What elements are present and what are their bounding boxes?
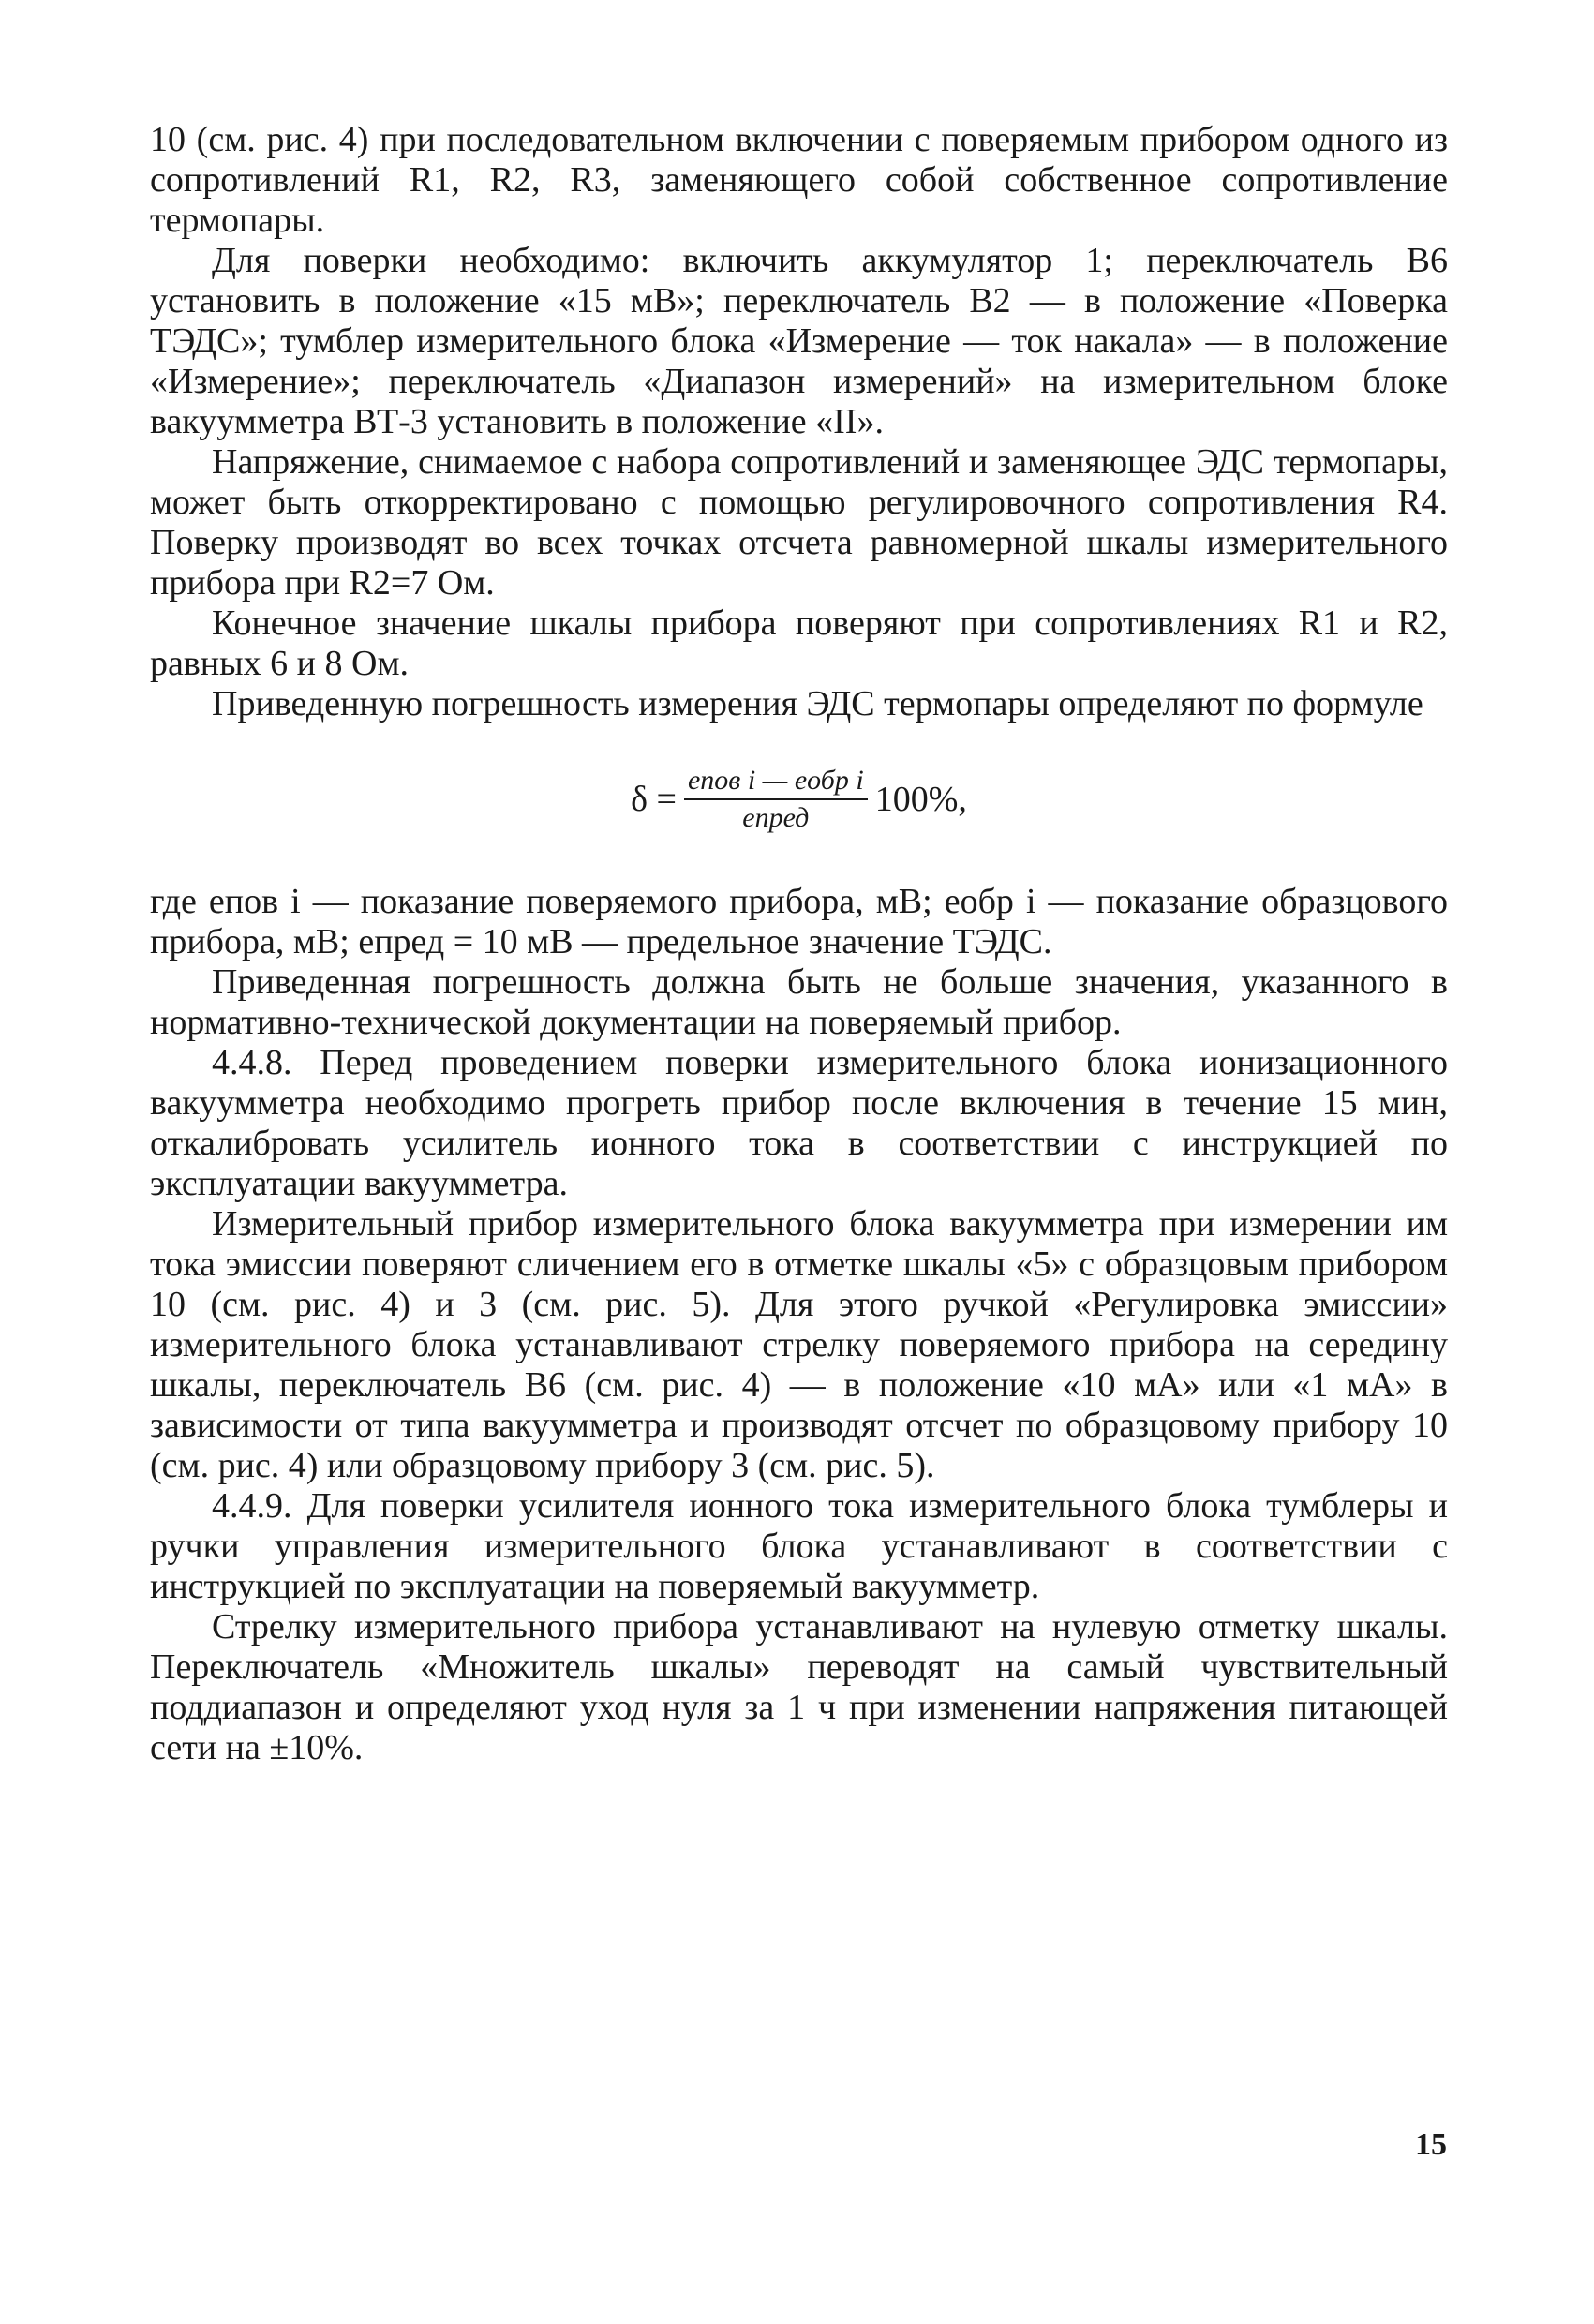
formula-lhs: δ = — [631, 780, 677, 819]
paragraph-voltage-correction: Напряжение, снимаемое с набора сопротивлений и заменяющее ЭДС термопары, может быть откорректировано с помощью регулировочного сопротивления R4. Поверку производят во всех точках отсчета равномерной шкалы измерительного прибора при R2=7 Ом. — [150, 442, 1448, 603]
page-number: 15 — [1415, 2127, 1447, 2162]
formula-rhs: 100%, — [874, 780, 967, 819]
paragraph-emission-check: Измерительный прибор измерительного блока вакуумметра при измерении им тока эмиссии поверяют сличением его в отметке шкалы «5» с образцовым прибором 10 (см. рис. 4) и 3 (см. рис. 5). Для этого ручкой «Регулировка эмиссии» измерительного блока устанавливают стрелку поверяемого прибора на середину шкалы, переключатель В6 (см. рис. 4) — в положение «10 мА» или «1 мА» в зависимости от типа вакуумметра и производят отсчет по образцовому прибору 10 (см. рис. 4) или образцовому прибору 3 (см. рис. 5). — [150, 1204, 1448, 1485]
paragraph-verification-setup: Для поверки необходимо: включить аккумулятор 1; переключатель В6 установить в положение «15 мВ»; переключатель В2 — в положение «Поверка ТЭДС»; тумблер измерительного блока «Измерение — ток накала» — в положение «Измерение»; переключатель «Диапазон измерений» на измерительном блоке вакуумметра ВТ-3 установить в положение «II». — [150, 241, 1448, 441]
paragraph-scale-end-value: Конечное значение шкалы прибора поверяют при сопротивлениях R1 и R2, равных 6 и 8 Ом. — [150, 603, 1448, 683]
formula-numerator: eпов i — eобр i — [684, 765, 868, 800]
paragraph-formula-legend: где eпов i — показание поверяемого прибора, мВ; eобр i — показание образцового прибора, мВ; eпред = 10 мВ — предельное значение ТЭДС. — [150, 882, 1448, 961]
paragraph-continuation: 10 (см. рис. 4) при последовательном включении с поверяемым прибором одного из сопротивлений R1, R2, R3, заменяющего собой собственное сопротивление термопары. — [150, 120, 1448, 240]
paragraph-error-intro: Приведенную погрешность измерения ЭДС термопары определяют по формуле — [212, 684, 1423, 723]
error-formula — [150, 752, 1448, 846]
paragraph-section-4-4-8: 4.4.8. Перед проведением поверки измерительного блока ионизационного вакуумметра необходимо прогреть прибор после включения в течение 15 мин, откалибровать усилитель ионного тока в соответствии с инструкцией по эксплуатации вакуумметра. — [150, 1043, 1448, 1203]
paragraph-section-4-4-9: 4.4.9. Для поверки усилителя ионного тока измерительного блока тумблеры и ручки управления измерительного блока устанавливают в соответствии с инструкцией по эксплуатации на поверяемый вакуумметр. — [150, 1486, 1448, 1606]
page-body — [150, 120, 1448, 1768]
paragraph-error-limit: Приведенная погрешность должна быть не больше значения, указанного в нормативно-технической документации на поверяемый прибор. — [150, 962, 1448, 1042]
formula-denominator: eпред — [742, 802, 810, 833]
paragraph-zero-drift: Стрелку измерительного прибора устанавливают на нулевую отметку шкалы. Переключатель «Множитель шкалы» переводят на самый чувствительный поддиапазон и определяют уход нуля за 1 ч при изменении напряжения питающей сети на ±10%. — [150, 1607, 1448, 1767]
formula-fraction — [684, 765, 868, 834]
